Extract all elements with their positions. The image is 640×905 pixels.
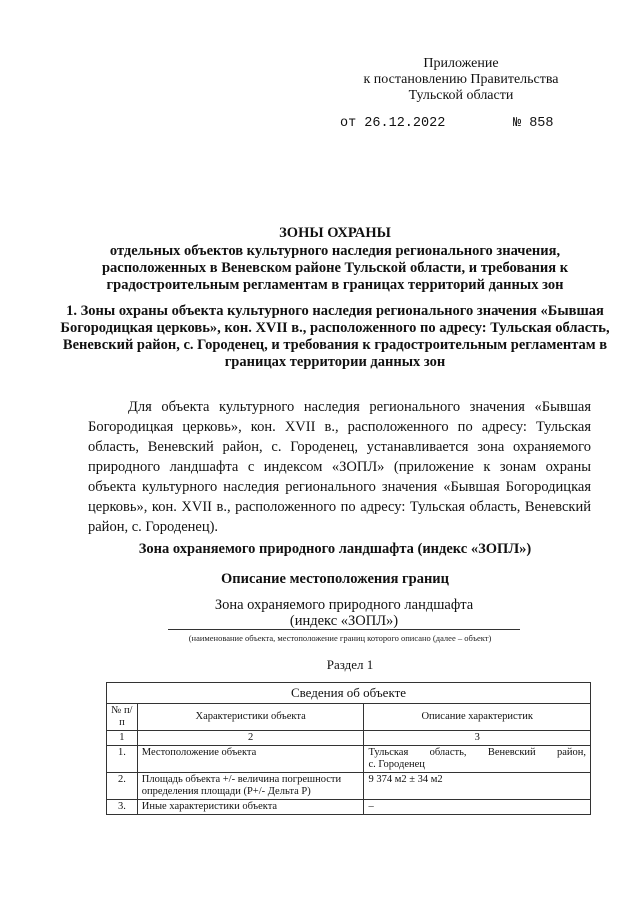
row-num: 3. [107,800,138,815]
table-row [107,773,591,800]
section-1-paragraph: Для объекта культурного наследия регионального значения «Бывшая Богородицкая церковь», кон. XVII в., расположенного по адресу: Тульская область, Веневский район, с. Городенец, устанавливается зона охраняемого природного ландшафта с индексом «ЗОПЛ» (приложение к зонам охраны объекта культурного наследия регионального значения «Бывшая Богородицкая церковь», кон. XVII в., расположенного по адресу: Тульская область, Веневский район, с. Городенец). [88,399,591,535]
object-name-line-1: Зона охраняемого природного ландшафта [214,597,474,613]
row-description [364,773,591,800]
table-row [107,746,591,773]
document-title: ЗОНЫ ОХРАНЫ [279,225,391,241]
header-description: Описание характеристик [364,704,591,731]
column-number: 1 [107,731,138,746]
column-number: 3 [364,731,591,746]
object-name [168,597,520,629]
zone-heading: Зона охраняемого природного ландшафта (индекс «ЗОПЛ») [138,541,532,557]
header-characteristics: Характеристики объекта [137,704,364,731]
row-characteristic: Местоположение объекта [137,746,364,773]
table-row [107,800,591,815]
object-caption: (наименование объекта, местоположение границ которого описано (далее – объект) [188,633,492,643]
boundaries-heading: Описание местоположения границ [220,571,450,587]
row-description [364,800,591,815]
appendix-block [330,56,592,104]
row-characteristic: Иные характеристики объекта [137,800,364,815]
order-date: от 26.12.2022 [340,116,446,131]
object-name-underline [168,629,520,630]
section-1-heading: 1. Зоны охраны объекта культурного наследия регионального значения «Бывшая Богородицкая церковь», кон. XVII в., расположенного по адресу: Тульская область, Веневский район, с. Городенец, и требования к градостроительным регламентам в границах территории данных зон [60,303,610,370]
appendix-line-3: Тульской области [408,88,514,103]
section-label: Раздел 1 [326,657,374,672]
table-title-row [107,683,591,704]
row-characteristic: Площадь объекта +/- величина погрешности определения площади (Р+/- Дельта Р) [137,773,364,800]
table-title: Сведения об объекте [107,683,591,704]
column-number: 2 [137,731,364,746]
row-num: 2. [107,773,138,800]
order-number: № 858 [513,116,554,131]
row-description-line-1: Тульская область, Веневский район, [368,747,586,758]
column-number-row [107,731,591,746]
table-header-row [107,704,591,731]
header-num: № п/п [107,704,138,731]
appendix-line-2: к постановлению Правительства [363,72,559,87]
row-num: 1. [107,746,138,773]
row-description [364,746,591,773]
appendix-line-1: Приложение [423,56,499,71]
row-description-line-1: 9 374 м2 ± 34 м2 [368,774,443,785]
document-subtitle: отдельных объектов культурного наследия регионального значения, расположенных в Веневском районе Тульской области, и требования к градостроительным регламентам в границах территорий данных зон [101,243,569,293]
object-info-table [106,682,591,815]
row-description-line-1: – [368,801,374,812]
object-name-line-2: (индекс «ЗОПЛ») [289,613,399,629]
row-description-line-2: с. Городенец [368,759,425,770]
